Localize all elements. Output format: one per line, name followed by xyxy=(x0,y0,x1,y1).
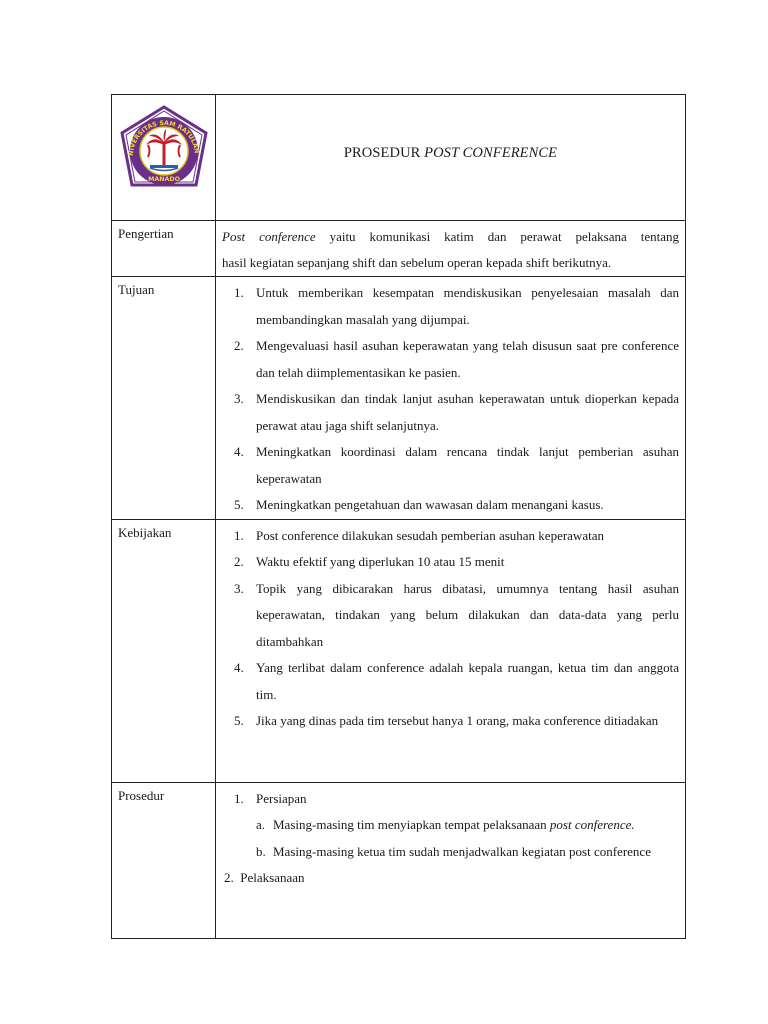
list-text: Post conference dilakukan sesudah pemberian asuhan keperawatan xyxy=(256,527,604,543)
list-item xyxy=(222,333,679,386)
list-number: 2. xyxy=(224,870,234,885)
tujuan-label: Tujuan xyxy=(112,277,216,520)
list-text: Persiapan xyxy=(256,790,307,806)
list-item xyxy=(222,576,679,656)
list-number: 1. xyxy=(234,790,244,806)
list-text: Untuk memberikan kesempatan mendiskusikan penyelesaian masalah dan membandingkan masalah yang dijumpai. xyxy=(256,285,679,327)
title-italic: POST CONFERENCE xyxy=(424,145,558,161)
list-number: 2. xyxy=(234,338,244,353)
pengertian-label: Pengertian xyxy=(112,221,216,277)
prosedur-list xyxy=(222,786,679,866)
prosedur-step-pelaksanaan xyxy=(222,865,679,892)
svg-text:UNIVERSITAS SAM RATULANGI: NIVERSITAS SAM RATULAN xyxy=(127,119,200,157)
kebijakan-row xyxy=(112,519,686,782)
logo-cell xyxy=(112,95,216,221)
list-item xyxy=(222,280,679,333)
svg-text:MANADO: MANADO xyxy=(148,176,180,183)
kebijakan-list xyxy=(222,523,679,735)
title-cell xyxy=(216,95,686,221)
university-seal-logo xyxy=(112,95,216,216)
sop-table xyxy=(111,94,686,939)
list-number: 3. xyxy=(234,391,244,406)
kebijakan-label: Kebijakan xyxy=(112,519,216,782)
sublist-letter: b. xyxy=(256,843,266,859)
document-title xyxy=(216,145,685,162)
prosedur-label: Prosedur xyxy=(112,782,216,938)
list-number: 4. xyxy=(234,444,244,459)
title-plain: PROSEDUR xyxy=(343,145,425,161)
list-number: 2. xyxy=(234,554,244,569)
pengertian-content xyxy=(216,221,686,277)
list-text: Mendiskusikan dan tindak lanjut asuhan keperawatan untuk dioperkan kepada perawat atau jaga shift selanjutnya. xyxy=(256,391,679,433)
list-item xyxy=(222,439,679,492)
tujuan-list xyxy=(222,280,679,519)
list-text: Yang terlibat dalam conference adalah kepala ruangan, ketua tim dan anggota tim. xyxy=(256,660,679,702)
list-item xyxy=(222,549,679,576)
pengertian-line-2: hasil kegiatan sepanjang shift dan sebelum operan kepada shift berikutnya. xyxy=(222,255,612,270)
list-number: 5. xyxy=(234,713,244,728)
list-number: 3. xyxy=(234,580,244,596)
list-text: Pelaksanaan xyxy=(240,870,305,885)
list-number: 4. xyxy=(234,660,244,675)
prosedur-row xyxy=(112,782,686,938)
prosedur-content xyxy=(216,782,686,938)
list-item xyxy=(222,386,679,439)
list-text: Waktu efektif yang diperlukan 10 atau 15 menit xyxy=(256,554,505,569)
list-number: 1. xyxy=(234,527,244,543)
pengertian-line-1 xyxy=(222,224,679,250)
list-text: Mengevaluasi hasil asuhan keperawatan yang telah disusun saat pre conference dan telah diimplementasikan ke pasien. xyxy=(256,338,679,380)
pengertian-row xyxy=(112,221,686,277)
prosedur-step-persiapan xyxy=(222,786,679,866)
list-text: Meningkatkan pengetahuan dan wawasan dalam menangani kasus. xyxy=(256,497,604,512)
tujuan-content xyxy=(216,277,686,520)
list-text: Jika yang dinas pada tim tersebut hanya 1 orang, maka conference ditiadakan xyxy=(256,713,659,728)
list-text: Meningkatkan koordinasi dalam rencana tindak lanjut pemberian asuhan keperawatan xyxy=(256,444,679,486)
list-item xyxy=(222,523,679,550)
list-number: 1. xyxy=(234,285,244,300)
sublist-text: Masing-masing tim menyiapkan tempat pelaksanaan xyxy=(273,817,550,832)
sublist-item xyxy=(256,839,679,866)
sublist-item xyxy=(256,812,679,839)
pengertian-italic-lead: Post conference xyxy=(222,229,316,244)
sublist-text: Masing-masing ketua tim sudah menjadwalkan kegiatan post conference xyxy=(273,843,651,859)
pengertian-line-1-rest: yaitu komunikasi katim dan perawat pelaksana tentang xyxy=(315,229,679,244)
list-item xyxy=(222,492,679,519)
sublist-text-italic: post conference. xyxy=(549,817,635,832)
list-text: Topik yang dibicarakan harus dibatasi, umumnya tentang hasil asuhan keperawatan, tindakan yang belum dilakukan dan data-data yang perlu ditambahkan xyxy=(256,580,679,649)
list-item xyxy=(222,708,679,735)
sublist-letter: a. xyxy=(256,817,266,832)
list-item xyxy=(222,655,679,708)
header-row xyxy=(112,95,686,221)
kebijakan-content xyxy=(216,519,686,782)
list-number: 5. xyxy=(234,497,244,512)
persiapan-sublist xyxy=(256,812,679,865)
tujuan-row xyxy=(112,277,686,520)
